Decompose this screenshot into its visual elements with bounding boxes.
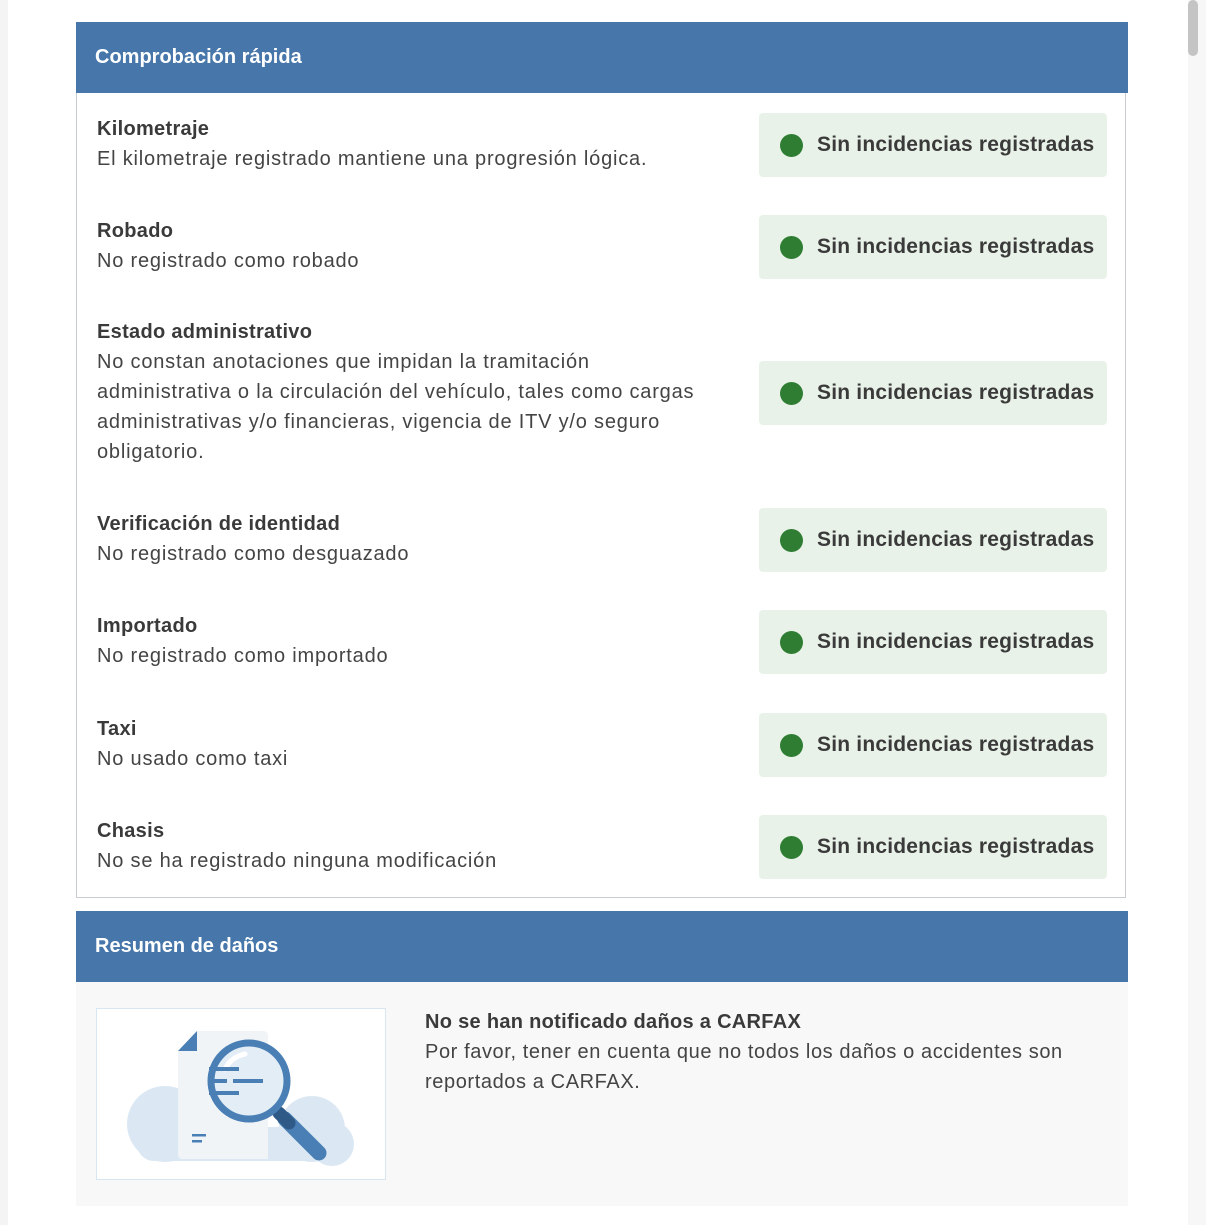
status-label: Sin incidencias registradas [817, 133, 1095, 156]
check-row-text [97, 114, 727, 174]
status-ok-dot-icon [780, 836, 803, 859]
check-description: El kilometraje registrado mantiene una progresión lógica. [97, 148, 648, 170]
damage-message-text: Por favor, tener en cuenta que no todos los daños o accidentes son reportados a CARFAX. [425, 1041, 1063, 1093]
check-row-text [97, 509, 727, 569]
status-ok-dot-icon [780, 529, 803, 552]
status-ok-dot-icon [780, 134, 803, 157]
status-label: Sin incidencias registradas [817, 835, 1095, 858]
status-ok-dot-icon [780, 382, 803, 405]
check-description: No registrado como importado [97, 645, 389, 667]
damage-message-title: No se han notificado daños a CARFAX [425, 1011, 802, 1033]
damage-summary-title: Resumen de daños [95, 935, 279, 957]
quick-check-title: Comprobación rápida [95, 46, 302, 68]
check-title: Verificación de identidad [97, 513, 341, 535]
check-description: No constan anotaciones que impidan la tramitación administrativa o la circulación del vehículo, tales como cargas administrativas y/o financieras, vigencia de ITV y/o seguro obligatorio. [97, 351, 695, 463]
check-row-robado [77, 213, 1125, 308]
quick-check-card [76, 22, 1126, 898]
damage-message [425, 1007, 1105, 1097]
check-description: No registrado como desguazado [97, 543, 410, 565]
status-badge [759, 508, 1107, 572]
status-badge [759, 610, 1107, 674]
check-row-estado-administrativo [77, 314, 1125, 474]
status-badge [759, 113, 1107, 177]
status-label: Sin incidencias registradas [817, 381, 1095, 404]
check-description: No se ha registrado ninguna modificación [97, 850, 497, 872]
check-row-importado [77, 608, 1125, 703]
status-ok-dot-icon [780, 631, 803, 654]
document-magnifier-icon [97, 1009, 385, 1179]
damage-summary-body [76, 982, 1128, 1206]
check-row-text [97, 216, 727, 276]
check-description: No usado como taxi [97, 748, 289, 770]
scrollbar-track[interactable] [1188, 0, 1206, 1225]
check-title: Robado [97, 220, 174, 242]
check-title: Taxi [97, 718, 137, 740]
check-row-kilometraje [77, 111, 1125, 206]
check-title: Importado [97, 615, 198, 637]
check-row-taxi [77, 711, 1125, 806]
status-label: Sin incidencias registradas [817, 733, 1095, 756]
status-badge [759, 361, 1107, 425]
check-row-text [97, 714, 727, 774]
check-row-text [97, 317, 727, 467]
status-badge [759, 713, 1107, 777]
check-title: Kilometraje [97, 118, 210, 140]
illustration-frame [96, 1008, 386, 1180]
check-row-text [97, 816, 727, 876]
status-ok-dot-icon [780, 734, 803, 757]
scrollbar-thumb[interactable] [1188, 0, 1198, 56]
quick-check-header [76, 22, 1128, 93]
check-row-chasis [77, 813, 1125, 898]
check-title: Estado administrativo [97, 321, 313, 343]
status-badge [759, 215, 1107, 279]
status-label: Sin incidencias registradas [817, 630, 1095, 653]
status-badge [759, 815, 1107, 879]
status-label: Sin incidencias registradas [817, 528, 1095, 551]
status-ok-dot-icon [780, 236, 803, 259]
damage-summary-header [76, 911, 1128, 982]
check-title: Chasis [97, 820, 165, 842]
check-row-verificacion-identidad [77, 506, 1125, 601]
check-description: No registrado como robado [97, 250, 360, 272]
status-label: Sin incidencias registradas [817, 235, 1095, 258]
check-row-text [97, 611, 727, 671]
